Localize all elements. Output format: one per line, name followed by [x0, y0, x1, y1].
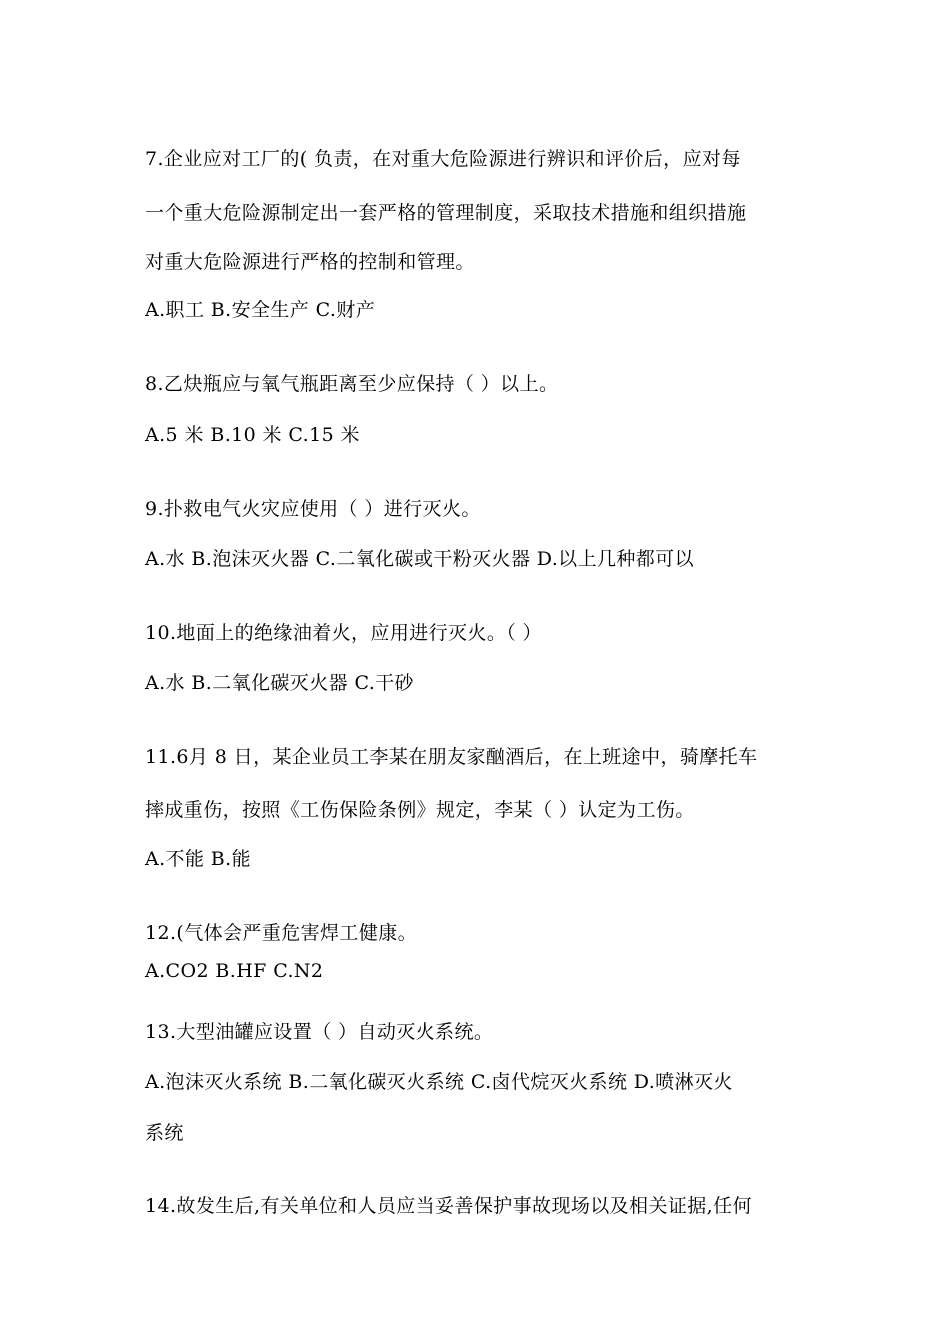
question-10-options: A.水 B.二氧化碳灭火器 C.干砂	[145, 672, 414, 694]
question-7-options: A.职工 B.安全生产 C.财产	[145, 299, 376, 321]
question-13-options-line-2: 系统	[145, 1122, 184, 1144]
question-9-options: A.水 B.泡沫灭火器 C.二氧化碳或干粉灭火器 D.以上几种都可以	[145, 548, 694, 570]
question-7-stem-line-3: 对重大危险源进行严格的控制和管理。	[145, 251, 475, 273]
question-12-options: A.CO2 B.HF C.N2	[145, 960, 324, 982]
question-9-stem: 9.扑救电气火灾应使用（ ）进行灭火。	[145, 498, 481, 520]
question-13-stem: 13.大型油罐应设置（ ）自动灭火系统。	[145, 1021, 494, 1043]
question-11-stem-line-2: 摔成重伤，按照《工伤保险条例》规定，李某（ ）认定为工伤。	[145, 799, 695, 821]
question-10-stem: 10.地面上的绝缘油着火，应用进行灭火。（ ）	[145, 622, 542, 644]
question-14-stem: 14.故发生后,有关单位和人员应当妥善保护事故现场以及相关证据,任何	[145, 1195, 752, 1217]
question-7-stem-line-1: 7.企业应对工厂的( 负责，在对重大危险源进行辨识和评价后，应对每	[145, 148, 741, 170]
question-7-stem-line-2: 一个重大危险源制定出一套严格的管理制度，采取技术措施和组织措施	[145, 202, 747, 224]
question-8-stem: 8.乙炔瓶应与氧气瓶距离至少应保持（ ）以上。	[145, 373, 559, 395]
question-12-stem: 12.(气体会严重危害焊工健康。	[145, 922, 418, 944]
question-11-options: A.不能 B.能	[145, 848, 252, 870]
question-11-stem-line-1: 11.6月 8 日，某企业员工李某在朋友家酗酒后，在上班途中，骑摩托车	[145, 746, 758, 768]
question-13-options-line-1: A.泡沫灭火系统 B.二氧化碳灭火系统 C.卤代烷灭火系统 D.喷淋灭火	[145, 1071, 733, 1093]
question-8-options: A.5 米 B.10 米 C.15 米	[145, 424, 360, 446]
